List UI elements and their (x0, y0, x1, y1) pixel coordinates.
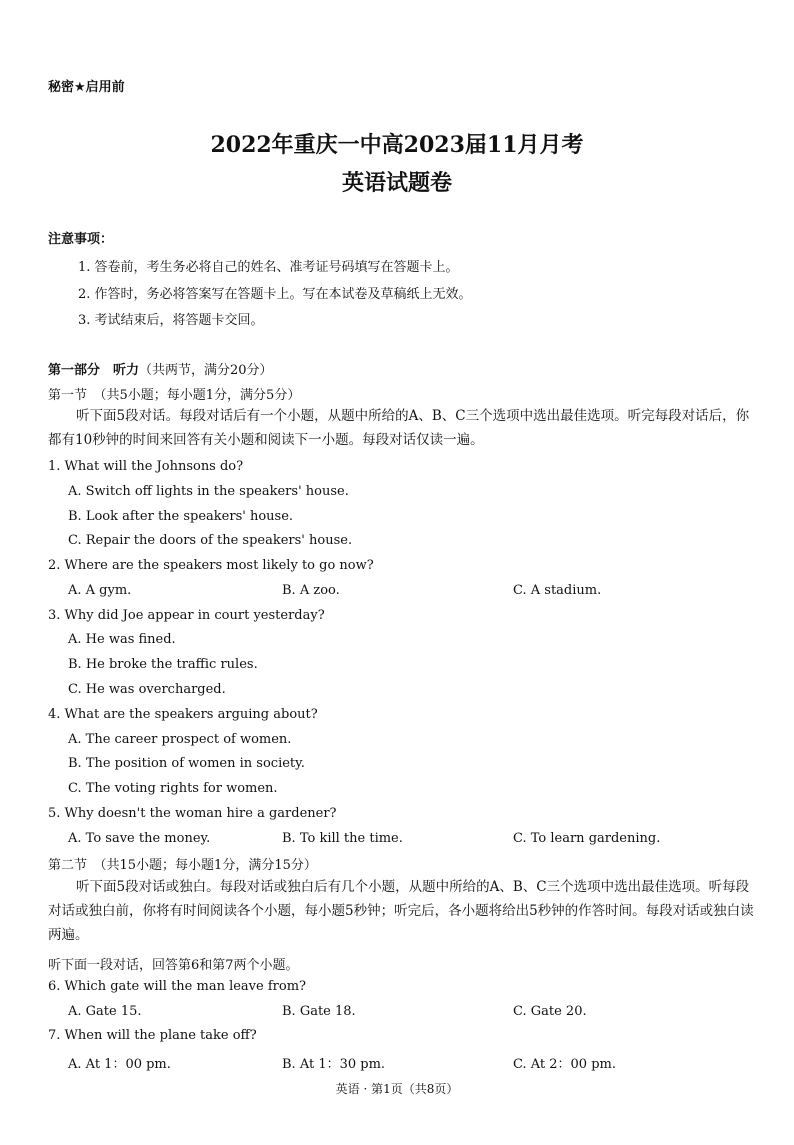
exam-title: 2022年重庆一中高2023届11月月考 (210, 132, 584, 158)
part1-heading-rest: （共两节，满分20分） (139, 363, 273, 378)
question-3: 3. Why did Joe appear in court yesterday? (48, 608, 325, 623)
q1-option-c: C. Repair the doors of the speakers' house. (68, 533, 353, 548)
part1-heading-bold: 第一部分 听力 (48, 363, 140, 378)
q6-option-a: A. Gate 15. (68, 1004, 142, 1019)
q1-option-a: A. Switch off lights in the speakers' house. (68, 484, 349, 499)
page-footer: 英语 · 第1页（共8页） (335, 1082, 459, 1096)
q5-option-c: C. To learn gardening. (513, 831, 661, 846)
question-7: 7. When will the plane take off? (48, 1028, 257, 1043)
q1-option-b: B. Look after the speakers' house. (68, 509, 294, 524)
q3-option-b: B. He broke the traffic rules. (68, 657, 258, 672)
section2-sub-instruction: 听下面一段对话，回答第6和第7两个小题。 (48, 958, 299, 973)
q4-option-b: B. The position of women in society. (68, 756, 305, 771)
exam-subtitle: 英语试题卷 (341, 170, 452, 196)
q7-option-c: C. At 2：00 pm. (513, 1057, 616, 1072)
section2-heading: 第二节 （共15小题；每小题1分，满分15分） (48, 858, 317, 873)
q7-option-b: B. At 1：30 pm. (282, 1057, 386, 1072)
question-6: 6. Which gate will the man leave from? (48, 979, 306, 994)
notice-item: 1. 答卷前，考生务必将自己的姓名、准考证号码填写在答题卡上。 (78, 260, 459, 275)
q7-option-a: A. At 1：00 pm. (68, 1057, 171, 1072)
q3-option-a: A. He was fined. (68, 632, 176, 647)
question-4: 4. What are the speakers arguing about? (48, 707, 318, 722)
question-5: 5. Why doesn't the woman hire a gardener? (48, 806, 337, 821)
q4-option-c: C. The voting rights for women. (68, 781, 278, 796)
q5-option-b: B. To kill the time. (282, 831, 403, 846)
question-1: 1. What will the Johnsons do? (48, 459, 244, 474)
notice-item: 3. 考试结束后，将答题卡交回。 (78, 313, 264, 328)
q2-option-a: A. A gym. (68, 583, 132, 598)
q6-option-b: B. Gate 18. (282, 1004, 356, 1019)
q4-option-a: A. The career prospect of women. (68, 732, 292, 747)
q6-option-c: C. Gate 20. (513, 1004, 587, 1019)
q2-option-c: C. A stadium. (513, 583, 602, 598)
section2-instructions: 听下面5段对话或独白。每段对话或独白后有几个小题，从题中所给的A、B、C三个选项中选出最佳选项。听每段对话或独白前，你将有时间阅读各个小题，每小题5秒钟；听完后，各小题将给出5秒钟的作答时间。每段对话或独白读两遍。 (48, 879, 754, 943)
part1-heading (48, 359, 273, 378)
section1-heading: 第一节 （共5小题；每小题1分，满分5分） (48, 388, 301, 403)
section1-instructions: 听下面5段对话。每段对话后有一个小题，从题中所给的A、B、C三个选项中选出最佳选项。听完每段对话后，你都有10秒钟的时间来回答有关小题和阅读下一小题。每段对话仅读一遍。 (48, 408, 750, 448)
q2-option-b: B. A zoo. (282, 583, 340, 598)
notice-item: 2. 作答时，务必将答案写在答题卡上。写在本试卷及草稿纸上无效。 (78, 287, 472, 302)
q5-option-a: A. To save the money. (68, 831, 211, 846)
notice-heading: 注意事项： (48, 232, 114, 247)
question-2: 2. Where are the speakers most likely to go now? (48, 558, 374, 573)
q3-option-c: C. He was overcharged. (68, 682, 226, 697)
secret-label: 秘密★启用前 (48, 80, 125, 95)
